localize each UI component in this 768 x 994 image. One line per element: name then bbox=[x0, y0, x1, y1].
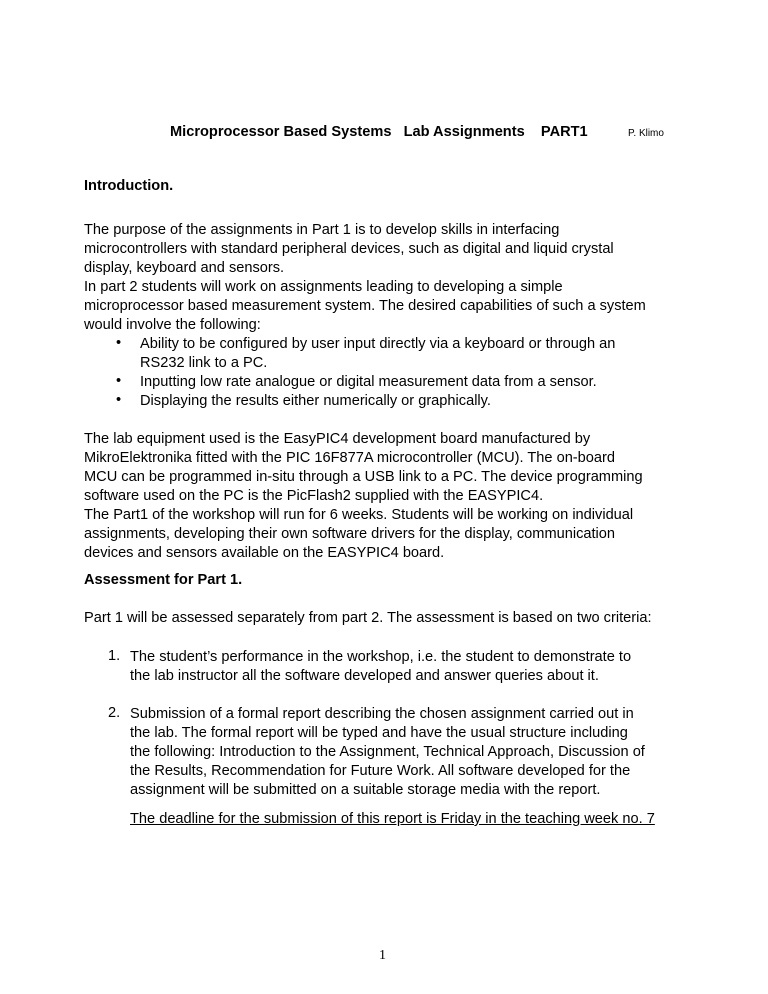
author-name: P. Klimo bbox=[628, 128, 664, 139]
title-line bbox=[0, 124, 768, 144]
text-line: devices and sensors available on the EASYPIC4 board. bbox=[84, 545, 445, 561]
text-line: microprocessor based measurement system. The desired capabilities of such a system bbox=[84, 298, 646, 314]
text-line: Ability to be configured by user input directly via a keyboard or through an bbox=[140, 336, 616, 352]
bullet-icon: • bbox=[116, 392, 122, 408]
assessment-intro: Part 1 will be assessed separately from part 2. The assessment is based on two criteria: bbox=[84, 610, 652, 626]
criterion-item-1 bbox=[130, 648, 631, 686]
text-line: the lab. The formal report will be typed and have the usual structure including bbox=[130, 725, 628, 741]
text-line: MCU can be programmed in-situ through a USB link to a PC. The device programming bbox=[84, 469, 643, 485]
text-line: the Results, Recommendation for Future Work. All software developed for the bbox=[130, 763, 631, 779]
page-number: 1 bbox=[379, 948, 386, 963]
document-title: Microprocessor Based Systems Lab Assignments PART1 bbox=[170, 124, 588, 140]
assessment-heading: Assessment for Part 1. bbox=[84, 572, 243, 588]
text-line: display, keyboard and sensors. bbox=[84, 260, 285, 276]
deadline-notice: The deadline for the submission of this report is Friday in the teaching week no. 7 bbox=[130, 811, 655, 827]
intro-paragraph-3 bbox=[84, 430, 643, 506]
text-line: The student’s performance in the workshop, i.e. the student to demonstrate to bbox=[130, 649, 632, 665]
text-line: The lab equipment used is the EasyPIC4 development board manufactured by bbox=[84, 431, 591, 447]
intro-paragraph-1 bbox=[84, 221, 614, 278]
text-line: The purpose of the assignments in Part 1 is to develop skills in interfacing bbox=[84, 222, 560, 238]
text-line: the lab instructor all the software developed and answer queries about it. bbox=[130, 668, 599, 684]
criterion-item-2 bbox=[130, 705, 645, 800]
text-line: In part 2 students will work on assignments leading to developing a simple bbox=[84, 279, 563, 295]
intro-paragraph-4 bbox=[84, 506, 633, 563]
bullet-item-3: Displaying the results either numerically or graphically. bbox=[140, 393, 491, 409]
introduction-heading: Introduction. bbox=[84, 178, 174, 194]
list-number: 1. bbox=[108, 648, 121, 664]
text-line: software used on the PC is the PicFlash2 supplied with the EASYPIC4. bbox=[84, 488, 544, 504]
intro-paragraph-2 bbox=[84, 278, 646, 335]
text-line: The Part1 of the workshop will run for 6 weeks. Students will be working on individual bbox=[84, 507, 634, 523]
bullet-icon: • bbox=[116, 335, 122, 351]
bullet-item-1 bbox=[140, 335, 615, 373]
text-line: MikroElektronika fitted with the PIC 16F877A microcontroller (MCU). The on-board bbox=[84, 450, 615, 466]
text-line: the following: Introduction to the Assignment, Technical Approach, Discussion of bbox=[130, 744, 645, 760]
text-line: assignment will be submitted on a suitable storage media with the report. bbox=[130, 782, 601, 798]
text-line: would involve the following: bbox=[84, 317, 261, 333]
text-line: assignments, developing their own software drivers for the display, communication bbox=[84, 526, 616, 542]
text-line: microcontrollers with standard peripheral devices, such as digital and liquid crystal bbox=[84, 241, 614, 257]
bullet-icon: • bbox=[116, 373, 122, 389]
list-number: 2. bbox=[108, 705, 121, 721]
bullet-item-2: Inputting low rate analogue or digital measurement data from a sensor. bbox=[140, 374, 597, 390]
text-line: RS232 link to a PC. bbox=[140, 355, 268, 371]
text-line: Submission of a formal report describing the chosen assignment carried out in bbox=[130, 706, 634, 722]
